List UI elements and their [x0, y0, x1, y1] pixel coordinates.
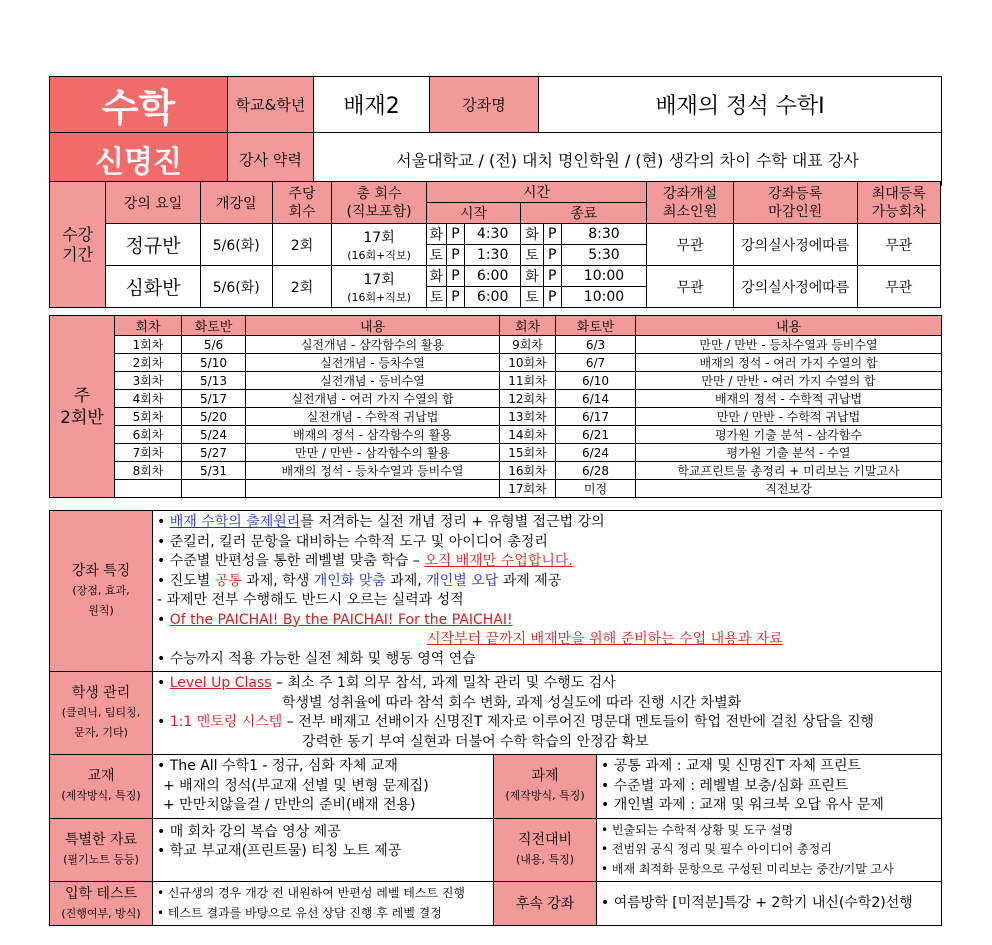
career-label: 강사 약력: [228, 133, 314, 186]
col-deadline: 강좌등록 마감인원: [733, 182, 857, 224]
schedule-round: [115, 480, 182, 498]
schedule-date: 5/13: [182, 372, 246, 390]
schedule-content: 실전개념 - 여러 가지 수열의 합: [246, 390, 500, 408]
schedule-content: 실전개념 - 등차수열: [246, 354, 500, 372]
schedule-content: 실전개념 - 수학적 귀납법: [246, 408, 500, 426]
management-label: 학생 관리 (클리닉, 팀티칭, 문자, 기타): [50, 672, 153, 755]
schedule-date: 6/28: [556, 462, 636, 480]
schedule-content: 실전개념 - 삼각함수의 활용: [246, 336, 500, 354]
schedule-date: 6/10: [556, 372, 636, 390]
schedule-date: 6/7: [556, 354, 636, 372]
schedule-side-label: 주 2회반: [50, 316, 115, 498]
schedule-round: 8회차: [115, 462, 182, 480]
time-value: 10:00: [561, 266, 647, 287]
class-name: 심화반: [106, 266, 200, 308]
time-day: 화: [521, 224, 543, 245]
schedule-row: [50, 444, 942, 462]
time-value: 8:30: [561, 224, 647, 245]
time-ampm: P: [447, 266, 465, 287]
class-start: 5/6(화): [200, 224, 272, 266]
col-start: 개강일: [200, 182, 272, 224]
course-label: 강좌명: [430, 77, 539, 133]
schedule-row: [50, 372, 942, 390]
schedule-content: 만만 / 만반 - 삼각함수의 활용: [246, 444, 500, 462]
class-min: 무관: [647, 266, 734, 308]
class-deadline: 강의실사정에따름: [733, 266, 857, 308]
period-side-label: 수강 기간: [50, 182, 106, 308]
subject-title: 수학: [50, 77, 228, 133]
followup-label: 후속 강좌: [494, 882, 597, 926]
col-date: 화토반: [556, 316, 636, 336]
time-ampm: P: [447, 245, 465, 266]
schedule-row: [50, 426, 942, 444]
assignment-content: • 공통 과제 : 교재 및 신명진T 자체 프린트 • 수준별 과제 : 레벨별 보충/심화 프린트 • 개인별 과제 : 교재 및 워크북 오답 유사 문제: [597, 755, 942, 819]
time-day: 토: [521, 287, 543, 308]
schedule-round: 10회차: [500, 354, 556, 372]
schedule-row: [50, 480, 942, 498]
col-time-end: 종료: [521, 203, 647, 224]
exam-label: 직전대비 (내용, 특징): [494, 818, 597, 882]
schedule-content: 만만 / 만반 - 등차수열과 등비수열: [636, 336, 942, 354]
time-ampm: P: [447, 224, 465, 245]
schedule-row: [50, 408, 942, 426]
career-value: 서울대학교 / (전) 대치 명인학원 / (현) 생각의 차이 수학 대표 강사: [314, 133, 942, 186]
time-day: 화: [426, 224, 446, 245]
schedule-content: 만만 / 만반 - 여러 가지 수열의 합: [636, 372, 942, 390]
textbook-content: • The All 수학1 - 정규, 심화 자체 교재 + 배재의 정석(부교재 선별 및 변형 문제집) + 만만치않을걸 / 만반의 준비(배재 전용): [153, 755, 494, 819]
class-max: 무관: [857, 266, 940, 308]
exam-content: • 빈출되는 수학적 상황 및 도구 설명 • 전범위 공식 정리 및 필수 아이디어 총정리 • 배재 최적화 문항으로 구성된 미리보는 중간/기말 고사: [597, 818, 942, 882]
time-day: 화: [521, 266, 543, 287]
col-total: 총 회수 (직보포함): [332, 182, 426, 224]
schedule-content: 실전개념 - 등비수열: [246, 372, 500, 390]
school-label: 학교&학년: [228, 77, 314, 133]
schedule-round: 3회차: [115, 372, 182, 390]
schedule-round: 7회차: [115, 444, 182, 462]
col-time: 시간: [426, 182, 646, 203]
schedule-content: 배재의 정석 - 삼각함수의 활용: [246, 426, 500, 444]
course-header: [49, 76, 942, 186]
followup-content: • 여름방학 [미적분]특강 + 2학기 내신(수학2)선행: [597, 882, 942, 926]
schedule-round: 13회차: [500, 408, 556, 426]
time-day: 토: [426, 287, 446, 308]
schedule-round: 2회차: [115, 354, 182, 372]
special-content: • 매 회차 강의 복습 영상 제공 • 학교 부교재(프린트물) 티칭 노트 제공: [153, 818, 494, 882]
schedule-row: [50, 354, 942, 372]
course-value: 배재의 정석 수학Ⅰ: [539, 77, 942, 133]
features-content: • 배재 수학의 출제원리를 저격하는 실전 개념 정리 + 유형별 접근법 강의 • 준킬러, 킬러 문항을 대비하는 수학적 도구 및 아이디어 총정리 • 수준별 반편성을 통한 레벨별 맞춤 학습 – 오직 배재만 수업합니다. • 진도별 공통 과제, 학생 개인화 맞춤 과제, 개인별 오답 과제 제공 - 과제만 전부 수행해도 반드시 오르는 실력과 성적 • Of the PAICHAI! By the PAICHAI! For the PAICHAI! 시작부터 끝까지 배재만을 위해 준비하는 수업 내용과 자료 • 수능까지 적용 가능한 실전 체화 및 행동 영역 연습: [153, 511, 942, 672]
schedule-round: 9회차: [500, 336, 556, 354]
schedule-date: [182, 480, 246, 498]
col-weekly: 주당 회수: [272, 182, 332, 224]
class-max: 무관: [857, 224, 940, 266]
schedule-date: 5/31: [182, 462, 246, 480]
schedule-date: 6/3: [556, 336, 636, 354]
schedule-table: [49, 315, 942, 498]
col-round: 회차: [115, 316, 182, 336]
col-min: 강좌개설 최소인원: [647, 182, 734, 224]
textbook-label: 교재 (제작방식, 특징): [50, 755, 153, 819]
special-label: 특별한 자료 (필기노트 등등): [50, 818, 153, 882]
schedule-round: 16회차: [500, 462, 556, 480]
schedule-content: 직전보강: [636, 480, 942, 498]
col-date: 화토반: [182, 316, 246, 336]
class-start: 5/6(화): [200, 266, 272, 308]
period-table: [49, 181, 941, 308]
schedule-round: 5회차: [115, 408, 182, 426]
col-time-start: 시작: [426, 203, 520, 224]
schedule-round: 11회차: [500, 372, 556, 390]
entrance-content: • 신규생의 경우 개강 전 내원하여 반편성 레벨 테스트 진행 • 테스트 결과를 바탕으로 유선 상담 진행 후 레벨 결정: [153, 882, 494, 926]
schedule-date: 5/6: [182, 336, 246, 354]
schedule-date: 5/17: [182, 390, 246, 408]
time-value: 4:30: [465, 224, 521, 245]
schedule-date: 5/27: [182, 444, 246, 462]
schedule-round: 4회차: [115, 390, 182, 408]
schedule-row: [50, 336, 942, 354]
schedule-content: 평가원 기출 분석 - 삼각함수: [636, 426, 942, 444]
features-table: [49, 510, 942, 926]
class-min: 무관: [647, 224, 734, 266]
schedule-content: 배재의 정석 - 등차수열과 등비수열: [246, 462, 500, 480]
schedule-date: 6/14: [556, 390, 636, 408]
col-content: 내용: [636, 316, 942, 336]
time-day: 토: [426, 245, 446, 266]
time-value: 6:00: [465, 266, 521, 287]
schedule-date: 5/20: [182, 408, 246, 426]
schedule-row: [50, 390, 942, 408]
schedule-round: 15회차: [500, 444, 556, 462]
time-ampm: P: [447, 287, 465, 308]
class-weekly: 2회: [272, 224, 332, 266]
time-value: 6:00: [465, 287, 521, 308]
class-total: 17회 (16회+직보): [332, 266, 426, 308]
schedule-round: 12회차: [500, 390, 556, 408]
schedule-date: 6/21: [556, 426, 636, 444]
time-value: 10:00: [561, 287, 647, 308]
time-value: 5:30: [561, 245, 647, 266]
schedule-date: 5/24: [182, 426, 246, 444]
time-ampm: P: [543, 266, 561, 287]
schedule-content: 배재의 정석 - 여러 가지 수열의 합: [636, 354, 942, 372]
schedule-date: 5/10: [182, 354, 246, 372]
time-day: 토: [521, 245, 543, 266]
col-day: 강의 요일: [106, 182, 200, 224]
schedule-round: 14회차: [500, 426, 556, 444]
schedule-round: 1회차: [115, 336, 182, 354]
schedule-content: 평가원 기출 분석 - 수열: [636, 444, 942, 462]
features-label: 강좌 특징 (장점, 효과, 원칙): [50, 511, 153, 672]
schedule-content: 배재의 정석 - 수학적 귀납법: [636, 390, 942, 408]
schedule-content: [246, 480, 500, 498]
col-round: 회차: [500, 316, 556, 336]
schedule-content: 학교프린트물 총정리 + 미리보는 기말고사: [636, 462, 942, 480]
assignment-label: 과제 (제작방식, 특징): [494, 755, 597, 819]
schedule-round: 17회차: [500, 480, 556, 498]
class-deadline: 강의실사정에따름: [733, 224, 857, 266]
time-day: 화: [426, 266, 446, 287]
time-value: 1:30: [465, 245, 521, 266]
schedule-round: 6회차: [115, 426, 182, 444]
col-content: 내용: [246, 316, 500, 336]
school-value: 배재2: [314, 77, 430, 133]
teacher-name: 신명진: [50, 133, 228, 186]
schedule-content: 만만 / 만반 - 수학적 귀납법: [636, 408, 942, 426]
time-ampm: P: [543, 245, 561, 266]
class-name: 정규반: [106, 224, 200, 266]
schedule-date: 미정: [556, 480, 636, 498]
time-ampm: P: [543, 224, 561, 245]
schedule-date: 6/24: [556, 444, 636, 462]
management-content: • Level Up Class – 최소 주 1회 의무 참석, 과제 밀착 관리 및 수행도 검사 학생별 성취율에 따라 참석 회수 변화, 과제 성실도에 따라 진행 시간 차별화 • 1:1 멘토링 시스템 – 전부 배재고 선배이자 신명진T 제자로 이루어진 명문대 멘토들이 학업 전반에 걸친 상담을 진행 강력한 동기 부여 실현과 더불어 수학 학습의 안정감 확보: [153, 672, 942, 755]
class-total: 17회 (16회+직보): [332, 224, 426, 266]
entrance-label: 입학 테스트 (진행여부, 방식): [50, 882, 153, 926]
schedule-row: [50, 462, 942, 480]
col-max: 최대등록 가능회차: [857, 182, 940, 224]
schedule-date: 6/17: [556, 408, 636, 426]
class-weekly: 2회: [272, 266, 332, 308]
time-ampm: P: [543, 287, 561, 308]
